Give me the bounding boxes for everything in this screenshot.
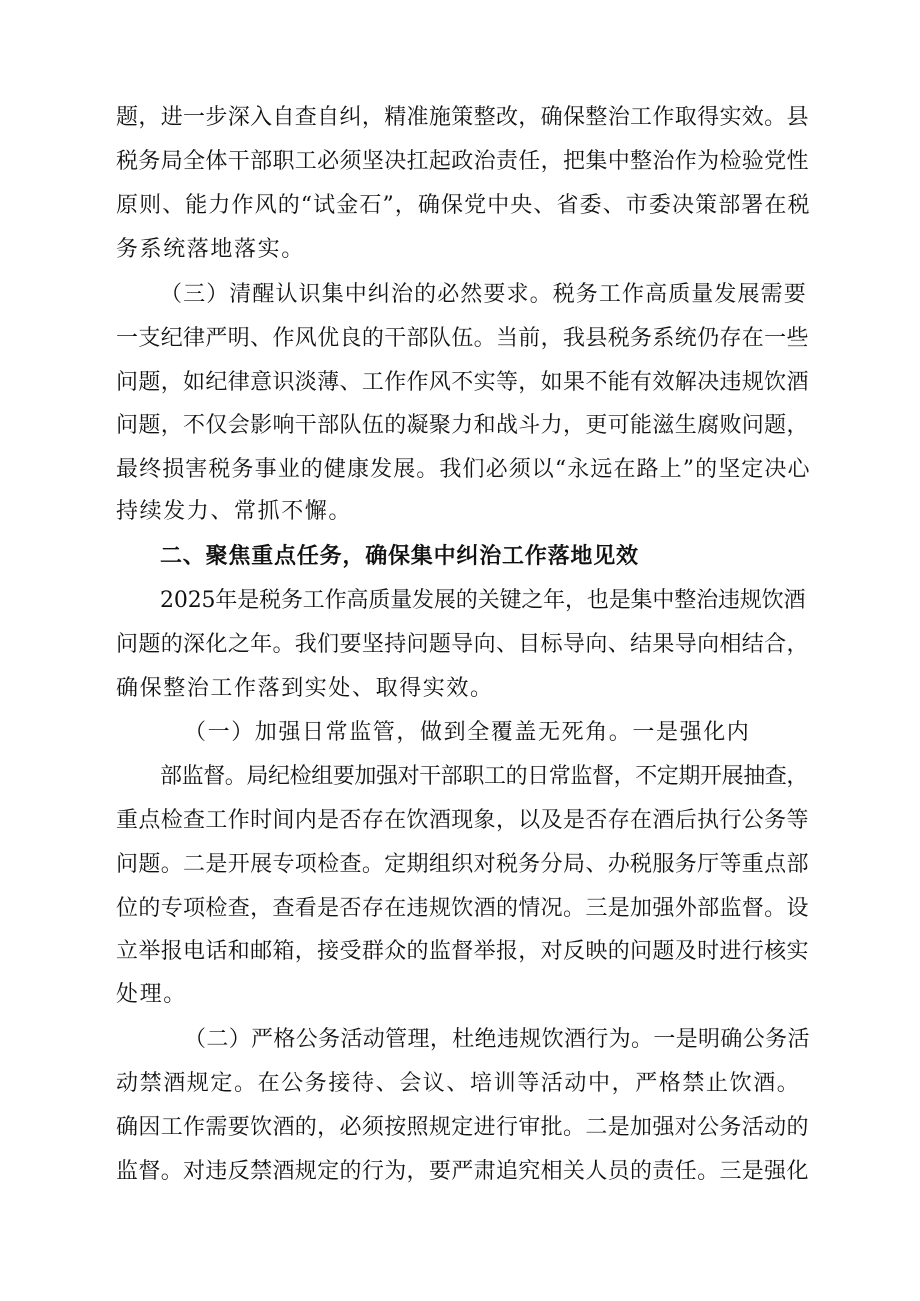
section-heading: 二、聚焦重点任务，确保集中纠治工作落地见效 <box>160 544 639 569</box>
text-line: 处理。 <box>116 982 187 1007</box>
text-line: 一支纪律严明、作风优良的干部队伍。当前，我县税务系统仍存在一些 <box>116 326 809 351</box>
text-line: 重点检查工作时间内是否存在饮酒现象，以及是否存在酒后执行公务等 <box>116 808 809 833</box>
text-line: 问题的深化之年。我们要坚持问题导向、目标导向、结果导向相结合， <box>116 632 809 657</box>
text-line: 原则、能力作风的“试金石”，确保党中央、省委、市委决策部署在税 <box>116 193 811 218</box>
text-line: 确保整治工作落到实处、取得实效。 <box>116 676 494 701</box>
text-line: 监督。对违反禁酒规定的行为，要严肃追究相关人员的责任。三是强化 <box>116 1159 809 1184</box>
text-line: 问题。二是开展专项检查。定期组织对税务分局、办税服务厅等重点部 <box>116 852 809 877</box>
text-line: 最终损害税务事业的健康发展。我们必须以“永远在路上”的坚定决心 <box>116 457 811 482</box>
text-line: 问题，不仅会影响干部队伍的凝聚力和战斗力，更可能滋生腐败问题， <box>116 413 809 438</box>
text-line: 务系统落地落实。 <box>116 237 305 262</box>
text-line: 题，进一步深入自查自纠，精准施策整改，确保整治工作取得实效。县 <box>116 105 809 130</box>
text-line: 税务局全体干部职工必须坚决扛起政治责任，把集中整治作为检验党性 <box>116 149 809 174</box>
text-line: （二）严格公务活动管理，杜绝违规饮酒行为。一是明确公务活 <box>184 1027 810 1052</box>
text-line: 位的专项检查，查看是否存在违规饮酒的情况。三是加强外部监督。设 <box>116 896 809 921</box>
text-line: 2025年是税务工作高质量发展的关键之年，也是集中整治违规饮酒 <box>160 588 806 613</box>
text-line: 问题，如纪律意识淡薄、工作作风不实等，如果不能有效解决违规饮酒 <box>116 370 809 395</box>
text-line: 持续发力、常抓不懈。 <box>116 499 353 524</box>
text-line: 立举报电话和邮箱，接受群众的监督举报，对反映的问题及时进行核实 <box>116 939 809 964</box>
text-line: （三）清醒认识集中纠治的必然要求。税务工作高质量发展需要 <box>160 282 807 307</box>
text-line: 确因工作需要饮酒的，必须按照规定进行审批。二是加强对公务活动的 <box>116 1115 809 1140</box>
text-line: （一）加强日常监管，做到全覆盖无死角。一是强化内 <box>184 720 751 745</box>
text-line: 动禁酒规定。在公务接待、会议、培训等活动中，严格禁止饮酒。 <box>116 1071 801 1096</box>
text-line: 部监督。局纪检组要加强对干部职工的日常监督，不定期开展抽查， <box>160 764 809 789</box>
